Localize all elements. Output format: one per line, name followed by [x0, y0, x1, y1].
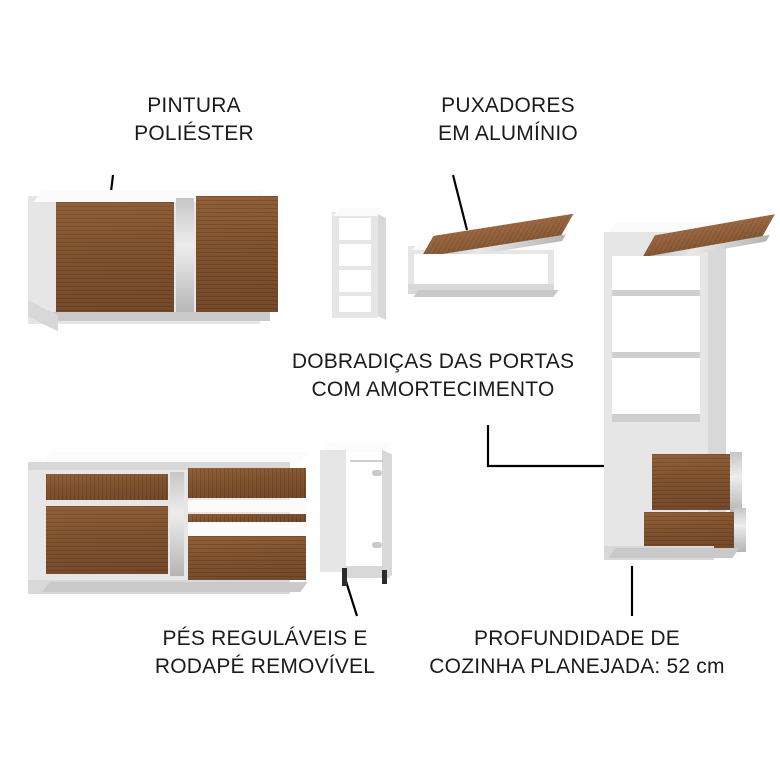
piece-torre-quente: [604, 222, 764, 572]
torre-plinth-shadow: [609, 548, 740, 558]
balcao-estreito-side: [382, 450, 392, 576]
aereo-bottom-rail: [48, 312, 270, 321]
basculante-bottom-shadow: [413, 290, 558, 297]
estreito-side-right: [378, 214, 386, 320]
estreito-top-face: [333, 208, 384, 216]
label-pintura-line-1: PINTURA: [147, 94, 241, 117]
torre-door-lower-1: [652, 454, 730, 510]
balcao-drawer-gap-1: [188, 500, 306, 512]
balcao-drawer-2: [188, 514, 306, 522]
balcao-center-handle: [170, 472, 184, 576]
label-profundidade-line-1: PROFUNDIDADE DE: [473, 627, 681, 650]
estreito-shelf-4: [339, 296, 371, 312]
estreito-shelf-2: [339, 244, 371, 266]
label-profundidade-line-2: COZINHA PLANEJADA: 52 cm: [429, 655, 725, 679]
torre-handle-lower-2: [734, 508, 746, 552]
label-pintura-line-2: POLIÉSTER: [134, 122, 254, 146]
balcao-estreito-foot-left: [342, 568, 347, 586]
label-pes-line-1: PÉS REGULÁVEIS E: [162, 627, 368, 650]
balcao-door-left: [46, 506, 168, 574]
piece-aereo-2-portas: [28, 180, 260, 326]
balcao-estreito-hinge-top: [372, 470, 382, 476]
balcao-drawer-gap-2: [188, 522, 306, 536]
label-puxadores-line-1: PUXADORES: [441, 94, 575, 117]
torre-oven-cavity: [612, 296, 700, 352]
balcao-estreito-shelf: [350, 460, 384, 462]
estreito-shelf-3: [339, 270, 371, 292]
balcao-estreito-door: [320, 450, 346, 572]
label-dobradicas-line-1: DOBRADIÇAS DAS PORTAS: [291, 350, 575, 373]
balcao-plinth-shadow: [42, 582, 307, 592]
piece-aereo-basculante: [408, 216, 568, 308]
torre-handle-lower-1: [730, 452, 742, 514]
balcao-estreito-hinge-bottom: [372, 542, 382, 548]
estreito-shelf-1: [339, 218, 371, 240]
piece-aereo-estreito: [332, 208, 386, 318]
torre-door-lower-2: [644, 512, 734, 548]
label-dobradicas-line-2: COM AMORTECIMENTO: [311, 378, 555, 402]
label-pes-line-2: RODAPÉ REMOVÍVEL: [154, 655, 376, 679]
torre-micro-cavity: [612, 358, 700, 414]
balcao-door-right: [188, 536, 306, 580]
torre-niche-top: [612, 256, 700, 290]
aereo-center-handle: [176, 198, 194, 316]
piece-balcao-gavetas: [28, 452, 308, 602]
label-puxadores-line-2: EM ALUMÍNIO: [438, 122, 578, 146]
piece-balcao-estreito: [320, 442, 402, 592]
balcao-estreito-foot-right: [382, 570, 387, 584]
torre-shelf-3: [612, 414, 700, 422]
aereo-door-left: [56, 202, 174, 312]
aereo-door-right: [196, 196, 278, 312]
basculante-interior: [414, 254, 548, 284]
balcao-drawer-top-left: [46, 474, 168, 500]
balcao-drawer-1: [188, 468, 306, 498]
